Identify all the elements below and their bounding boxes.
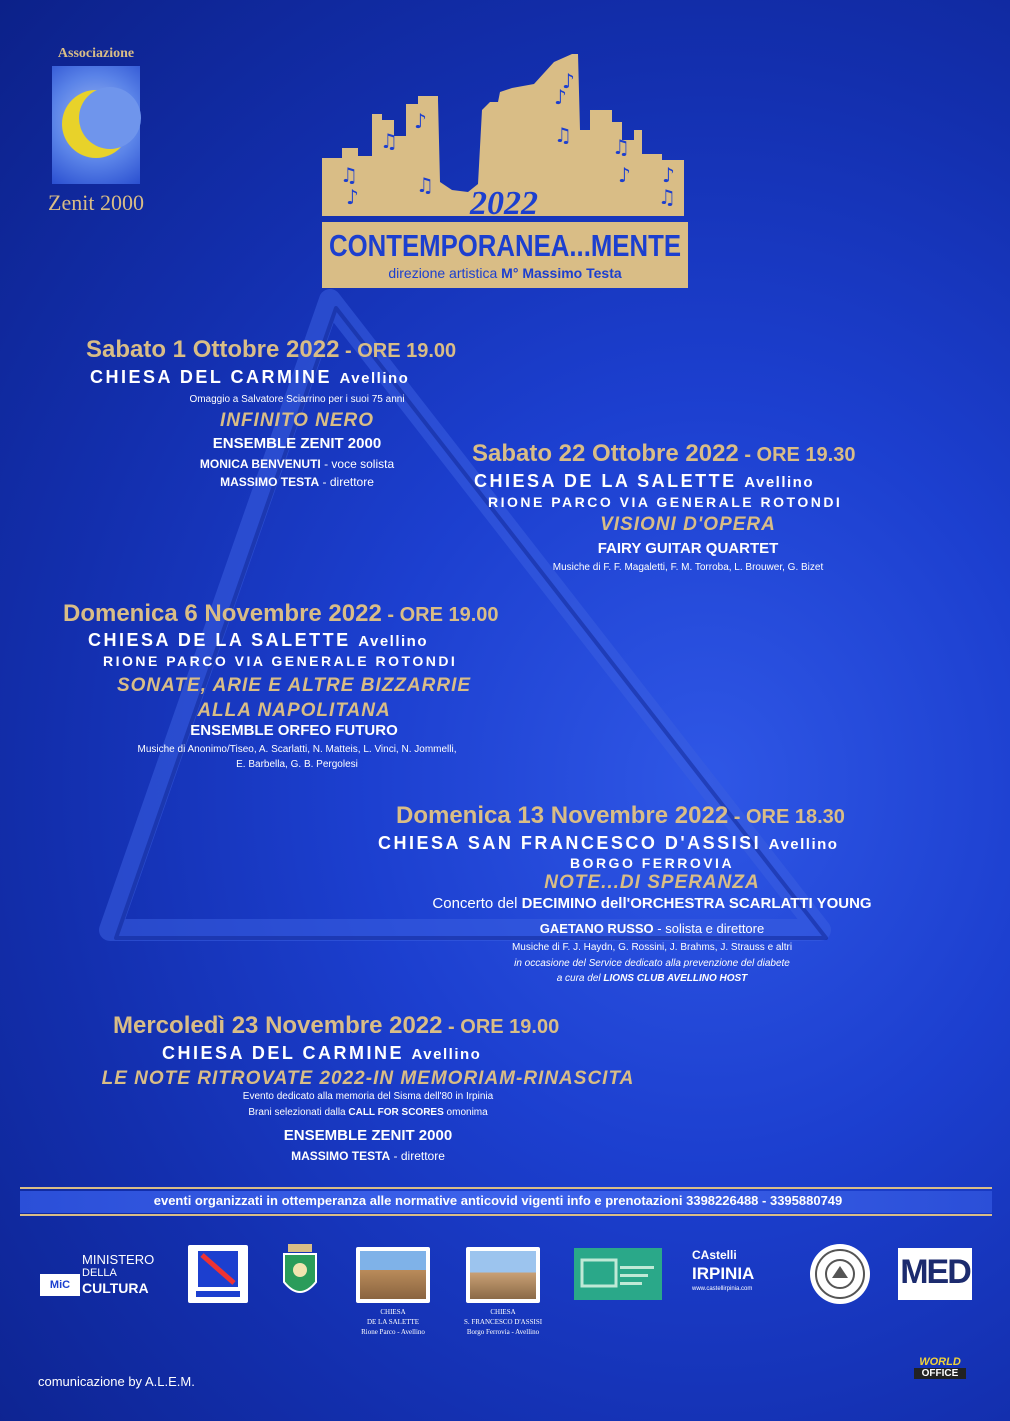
city-crest-icon (278, 1242, 322, 1306)
svg-text:♫: ♫ (340, 163, 358, 187)
seal-icon (810, 1244, 870, 1304)
event1-performer1: MONICA BENVENUTI - voce solista (199, 457, 395, 471)
svg-text:♪: ♪ (562, 69, 575, 93)
irpinia-line1: CAstelli (692, 1248, 737, 1262)
event4-date: Domenica 13 Novembre 2022 - ORE 18.30 (396, 802, 845, 829)
festival-year: 2022 (470, 185, 538, 222)
event2-title: VISIONI D'OPERA (600, 514, 776, 535)
festival-title: CONTEMPORANEA...MENTE (329, 228, 681, 263)
chiesa1-caption-2: DE LA SALETTE (366, 1318, 420, 1326)
svg-text:♪: ♪ (554, 85, 567, 109)
svg-text:♪: ♪ (618, 163, 631, 187)
event1-venue: CHIESA DEL CARMINE Avellino (90, 367, 410, 387)
footer-line-top (20, 1187, 992, 1189)
event2-music: Musiche di F. F. Magaletti, F. M. Torroba, L. Brouwer, G. Bizet (552, 562, 824, 573)
event3-title-line1: SONATE, ARIE E ALTRE BIZZARRIE (116, 675, 472, 696)
ministero-line3: CULTURA (82, 1280, 149, 1296)
event4-title: NOTE...DI SPERANZA (544, 872, 760, 893)
event1-ensemble: ENSEMBLE ZENIT 2000 (212, 435, 382, 452)
ministero-cultura-logo (40, 1252, 158, 1298)
event5-performer: MASSIMO TESTA - direttore (291, 1149, 445, 1163)
event4-concert: Concerto del DECIMINO dell'ORCHESTRA SCARLATTI YOUNG (432, 895, 872, 912)
lions-seal-logo (810, 1244, 870, 1304)
ministero-line2: DELLA (82, 1267, 117, 1279)
sim-mark-icon (574, 1248, 662, 1300)
event1-dedication: Omaggio a Salvatore Sciarrino per i suoi 75 anni (189, 394, 405, 405)
event3-venue: CHIESA DE LA SALETTE Avellino (88, 630, 428, 650)
footer-info-text: eventi organizzati in ottemperanza alle normative anticovid vigenti info e prenotazioni 3398226488 - 3395880749 (153, 1193, 843, 1208)
ministero-abbr: MiC (40, 1274, 80, 1296)
event3-music-line1: Musiche di Anonimo/Tiseo, A. Scarlatti, N. Matteis, L. Vinci, N. Jommelli, (137, 744, 457, 755)
svg-text:♫: ♫ (380, 129, 398, 153)
chiesa-salette-logo (356, 1247, 430, 1303)
sim-logo (574, 1248, 662, 1300)
ministero-line1: MINISTERO (82, 1252, 155, 1267)
med-logo (898, 1248, 972, 1300)
svg-text:♫: ♫ (612, 135, 630, 159)
festival-director: M° Massimo Testa (501, 265, 622, 281)
event4-soloist: GAETANO RUSSO - solista e direttore (539, 921, 765, 936)
irpinia-url: www.castellirpinia.com (692, 1286, 753, 1292)
svg-text:♪: ♪ (662, 163, 675, 187)
chiesa1-caption-1: CHIESA (380, 1308, 406, 1316)
event4-note-line1: in occasione del Service dedicato alla prevenzione del diabete (514, 958, 790, 969)
festival-skyline-logo (322, 52, 688, 288)
event3-date: Domenica 6 Novembre 2022 - ORE 19.00 (63, 600, 499, 627)
region-emblem-icon (188, 1245, 248, 1303)
event1-performer2: MASSIMO TESTA - direttore (220, 475, 374, 489)
event5-title: LE NOTE RITROVATE 2022-IN MEMORIAM-RINASCITA (101, 1068, 635, 1089)
svg-text:♪: ♪ (346, 185, 359, 209)
comune-avellino-logo (278, 1242, 322, 1306)
association-name-top: Associazione (57, 46, 135, 61)
church-photo-2 (470, 1251, 536, 1299)
svg-text:♫: ♫ (416, 173, 434, 197)
chiesa2-caption-2: S. FRANCESCO D'ASSISI (463, 1318, 543, 1326)
event3-title-line2: ALLA NAPOLITANA (197, 700, 391, 721)
svg-text:♪: ♪ (414, 109, 427, 133)
event1-date: Sabato 1 Ottobre 2022 - ORE 19.00 (86, 336, 457, 363)
castelli-irpinia-logo (692, 1248, 782, 1304)
chiesa2-caption-3: Borgo Ferrovia - Avellino (466, 1328, 540, 1336)
footer-line-bottom (20, 1214, 992, 1216)
event5-date: Mercoledì 23 Novembre 2022 - ORE 19.00 (113, 1012, 560, 1039)
crescent-moon-icon (52, 66, 140, 184)
event3-address: RIONE PARCO VIA GENERALE ROTONDI (103, 653, 458, 669)
event2-address: RIONE PARCO VIA GENERALE ROTONDI (488, 494, 843, 510)
event5-venue: CHIESA DEL CARMINE Avellino (162, 1043, 482, 1063)
svg-text:♫: ♫ (554, 123, 572, 147)
event2-ensemble: FAIRY GUITAR QUARTET (597, 540, 779, 557)
event4-venue: CHIESA SAN FRANCESCO D'ASSISI Avellino (378, 833, 839, 853)
event3-music-line2: E. Barbella, G. B. Pergolesi (236, 759, 358, 770)
irpinia-line2: IRPINIA (692, 1264, 755, 1283)
world-line1: WORLD (919, 1356, 961, 1368)
chiesa1-caption-3: Rione Parco - Avellino (361, 1328, 425, 1336)
chiesa2-caption-1: CHIESA (490, 1308, 516, 1316)
svg-text:direzione artistica M° Massimo (388, 265, 622, 281)
church-photo-1 (360, 1251, 426, 1299)
svg-text:♫: ♫ (658, 185, 676, 209)
world-line2: OFFICE (914, 1368, 966, 1379)
event1-title: INFINITO NERO (219, 410, 375, 431)
credits-text: comunicazione by A.L.E.M. (38, 1374, 195, 1389)
med-text: MED (900, 1253, 970, 1291)
event4-music: Musiche di F. J. Haydn, G. Rossini, J. Brahms, J. Strauss e altri (511, 942, 793, 953)
festival-direction-prefix: direzione artistica (388, 265, 502, 281)
event2-date: Sabato 22 Ottobre 2022 - ORE 19.30 (472, 440, 856, 467)
event4-note-line2: a cura del LIONS CLUB AVELLINO HOST (556, 973, 748, 984)
event4-address: BORGO FERROVIA (569, 855, 735, 871)
world-office-logo (914, 1356, 966, 1388)
event5-desc-line1: Evento dedicato alla memoria del Sisma dell'80 in Irpinia (242, 1091, 494, 1102)
chiesa-sanfrancesco-logo (466, 1247, 540, 1303)
association-logo (52, 66, 140, 184)
event3-ensemble: ENSEMBLE ORFEO FUTURO (190, 722, 398, 739)
association-name-bottom: Zenit 2000 (48, 190, 144, 215)
event5-ensemble: ENSEMBLE ZENIT 2000 (283, 1127, 453, 1144)
event5-desc-line2: Brani selezionati dalla CALL FOR SCORES omonima (248, 1107, 488, 1118)
regione-campania-logo (188, 1245, 248, 1303)
event2-venue: CHIESA DE LA SALETTE Avellino (474, 471, 814, 491)
